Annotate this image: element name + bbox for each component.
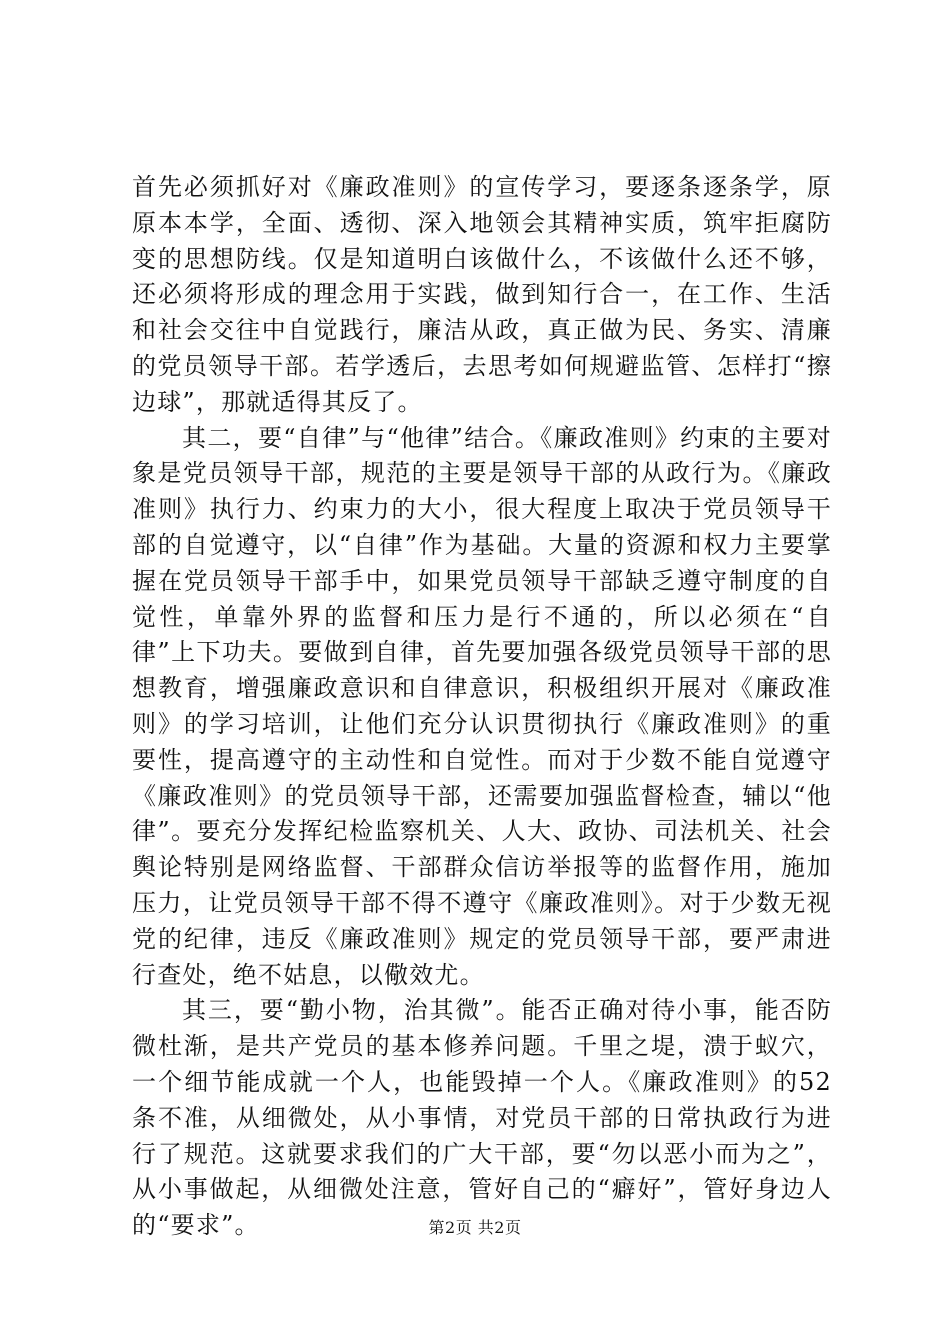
page-footer: 第2页 共2页 [428, 1218, 522, 1237]
paragraph-continued: 首先必须抓好对《廉政准则》的宣传学习，要逐条逐条学，原原本本学，全面、透彻、深入地领会其精神实质，筑牢拒腐防变的思想防线。仅是知道明白该做什么，不该做什么还不够，还必须将形成的理念用于实践，做到知行合一，在工作、生活和社会交往中自觉践行，廉洁从政，真正做为民、务实、清廉的党员领导干部。若学透后，去思考如何规避监管、怎样打“擦边球”，那就适得其反了。 [132, 173, 832, 416]
document-body [132, 170, 832, 1244]
paragraph-second-point: 其二，要“自律”与“他律”结合。《廉政准则》约束的主要对象是党员领导干部，规范的主要是领导干部的从政行为。《廉政准则》执行力、约束力的大小，很大程度上取决于党员领导干部的自觉遵守，以“自律”作为基础。大量的资源和权力主要掌握在党员领导干部手中，如果党员领导干部缺乏遵守制度的自觉性，单靠外界的监督和压力是行不通的，所以必须在“自律”上下功夫。要做到自律，首先要加强各级党员领导干部的思想教育，增强廉政意识和自律意识，积极组织开展对《廉政准则》的学习培训，让他们充分认识贯彻执行《廉政准则》的重要性，提高遵守的主动性和自觉性。而对于少数不能自觉遵守《廉政准则》的党员领导干部，还需要加强监督检查，辅以“他律”。要充分发挥纪检监察机关、人大、政协、司法机关、社会舆论特别是网络监督、干部群众信访举报等的监督作用，施加压力，让党员领导干部不得不遵守《廉政准则》。对于少数无视党的纪律，违反《廉政准则》规定的党员领导干部，要严肃进行查处，绝不姑息，以儆效尤。 [132, 423, 832, 989]
paragraph-third-point: 其三，要“勤小物，治其微”。能否正确对待小事，能否防微杜渐，是共产党员的基本修养问题。千里之堤，溃于蚁穴，一个细节能成就一个人，也能毁掉一个人。《廉政准则》的52条不准，从细微处，从小事情，对党员干部的日常执政行为进行了规范。这就要求我们的广大干部，要“勿以恶小而为之”，从小事做起，从细微处注意，管好自己的“癖好”，管好身边人的“要求”。 [132, 996, 832, 1240]
